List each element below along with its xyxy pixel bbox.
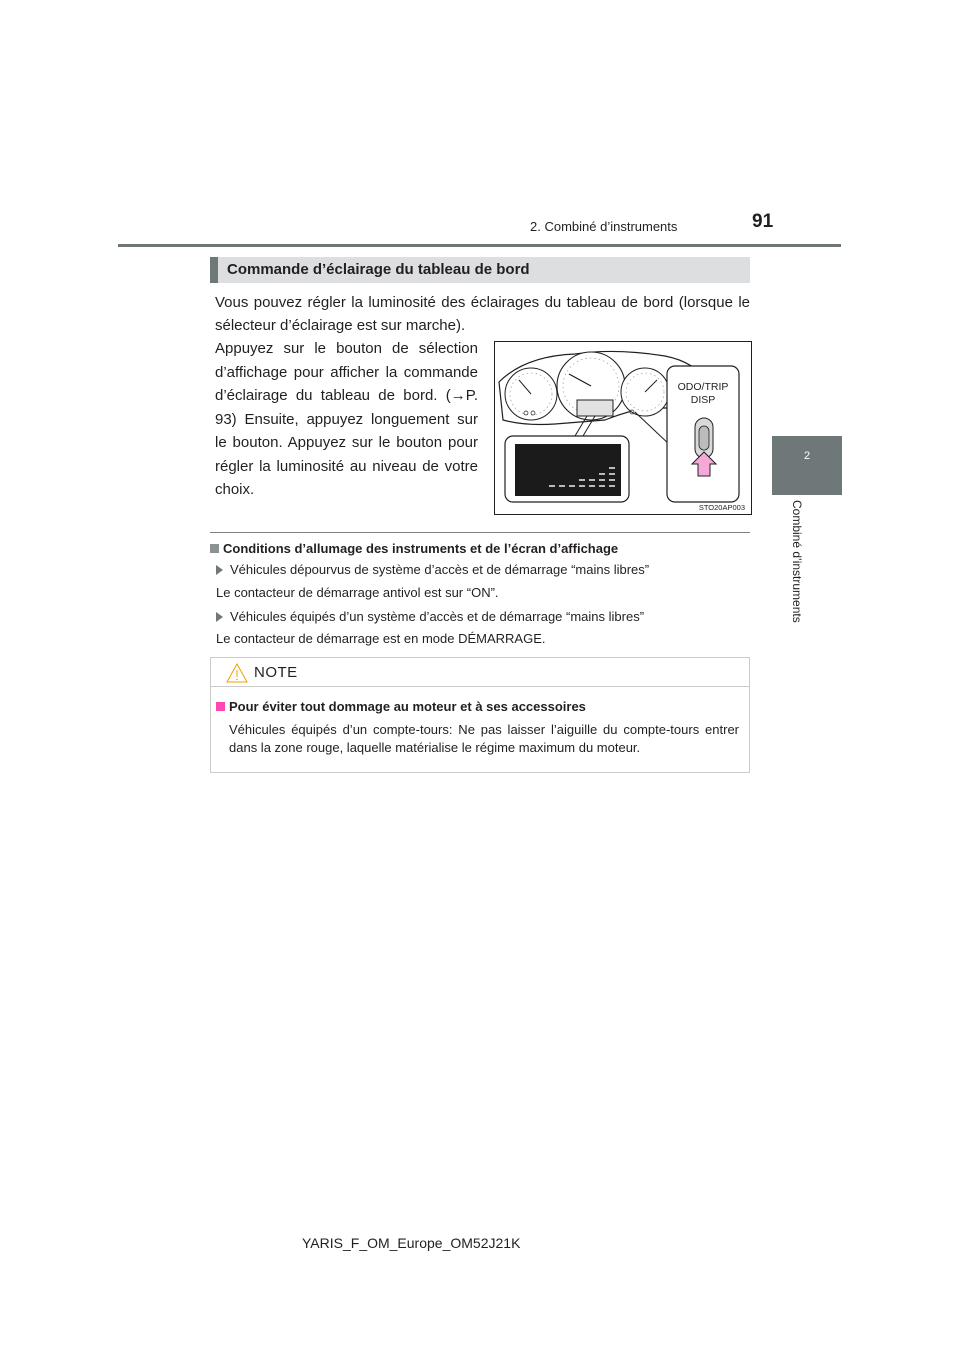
intro-paragraph: Vous pouvez régler la luminosité des éclairages du tableau de bord (lorsque le sélecteur d’éclairage est sur marche). bbox=[215, 294, 750, 334]
warning-triangle-icon bbox=[226, 663, 248, 683]
figure-code: STO20AP003 bbox=[698, 503, 745, 512]
section-heading-bar bbox=[210, 257, 218, 283]
note-header-rule bbox=[211, 686, 749, 687]
condition-item-2-label-text: Véhicules équipés d’un système d’accès et de démarrage “mains libres” bbox=[230, 609, 645, 624]
note-label: NOTE bbox=[254, 664, 298, 681]
button-label-line2: DISP bbox=[690, 394, 716, 406]
section-heading-text: Commande d’éclairage du tableau de bord bbox=[227, 261, 530, 278]
enlarged-display-screen bbox=[515, 444, 621, 496]
square-bullet-icon bbox=[210, 544, 219, 553]
cluster-display bbox=[577, 400, 613, 416]
section-divider bbox=[210, 532, 750, 533]
section-heading bbox=[210, 257, 750, 283]
footer-document-code: YARIS_F_OM_Europe_OM52J21K bbox=[302, 1235, 521, 1251]
instrument-cluster-drawing bbox=[495, 342, 751, 514]
condition-item-2-label bbox=[216, 609, 644, 624]
chapter-tab-label: Combiné d’instruments bbox=[790, 500, 804, 623]
condition-item-2-text: Le contacteur de démarrage est en mode DÉMARRAGE. bbox=[216, 631, 546, 646]
square-bullet-icon bbox=[216, 702, 225, 711]
header-rule bbox=[118, 244, 841, 247]
triangle-bullet-icon bbox=[216, 612, 223, 622]
note-title bbox=[216, 699, 586, 714]
chapter-tab bbox=[772, 436, 842, 495]
triangle-bullet-icon bbox=[216, 565, 223, 575]
condition-item-1-label-text: Véhicules dépourvus de système d’accès et de démarrage “mains libres” bbox=[230, 562, 650, 577]
note-body: Véhicules équipés d’un compte-tours: Ne pas laisser l’aiguille du compte-tours entrer dans la zone rouge, laquelle matérialise le régime maximum du moteur. bbox=[229, 722, 739, 755]
note-title-text: Pour éviter tout dommage au moteur et à ses accessoires bbox=[229, 699, 586, 714]
chapter-tab-number: 2 bbox=[803, 450, 811, 462]
header-section-title: 2. Combiné d’instruments bbox=[530, 219, 678, 234]
instructions-paragraph: Appuyez sur le bouton de sélection d’affichage pour afficher la commande d’éclairage du tableau de bord. (→P. 93) Ensuite, appuyez longuement sur le bouton. Appuyez sur le bouton pour régler la luminosité au niveau de votre choix. bbox=[215, 340, 478, 498]
button-label-line1: ODO/TRIP bbox=[677, 381, 729, 393]
instrument-cluster-illustration bbox=[494, 341, 752, 515]
conditions-title-text: Conditions d’allumage des instruments et de l’écran d’affichage bbox=[223, 541, 619, 556]
condition-item-1-text: Le contacteur de démarrage antivol est sur “ON”. bbox=[216, 585, 499, 600]
conditions-title bbox=[210, 541, 618, 556]
condition-item-1-label bbox=[216, 562, 649, 577]
page-number: 91 bbox=[752, 211, 774, 232]
